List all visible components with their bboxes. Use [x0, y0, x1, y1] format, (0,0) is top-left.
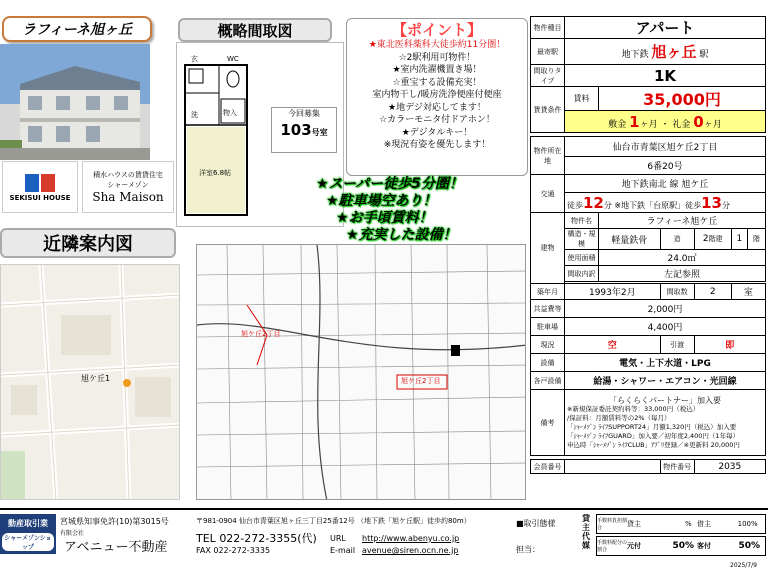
- print-date: 2025/7/9: [730, 562, 757, 569]
- features-value: 給湯・シャワー・エアコン・光回線: [565, 372, 766, 390]
- detail-map-graphic: [197, 245, 526, 500]
- slogan: ★お手頃賃料！: [336, 210, 433, 226]
- slogan: ★駐車場空あり！: [326, 193, 437, 209]
- deposit-label: 敷金: [608, 119, 627, 130]
- property-no: 2035: [694, 460, 765, 474]
- fee-unit-a: %: [685, 541, 695, 551]
- url-link[interactable]: http://www.abenyu.co.jp: [362, 534, 460, 543]
- building-photo-graphic: [0, 44, 150, 160]
- features-label: 各戸設備: [531, 372, 565, 390]
- transport-label: 交通: [531, 175, 565, 213]
- point-line: 室内物干し/暖房洗浄便座付便座: [372, 90, 502, 100]
- point-line: ※現況有姿を優先します！: [383, 140, 491, 150]
- point-line: ☆カラーモニタ付ドアホン！: [379, 115, 495, 125]
- equipment-value: 電気・上下水道・LPG: [565, 354, 766, 372]
- room-washroom: 洗: [191, 111, 198, 119]
- sekisui-mark-icon: [23, 172, 57, 194]
- building-name: ラフィーネ旭ケ丘: [599, 213, 766, 229]
- status-label: 現況: [531, 336, 565, 354]
- layout-type: 1K: [565, 65, 766, 87]
- room-number: 103: [280, 121, 312, 139]
- fee-unit-b: %: [751, 520, 758, 528]
- walk-note: 分 ※地下鉄「台原駅」徒歩: [603, 200, 702, 210]
- address-line2: 6番20号: [565, 157, 766, 175]
- url-label: URL: [330, 534, 346, 543]
- spec-table: [530, 16, 766, 474]
- station-cell: [565, 39, 766, 65]
- area-value: 24.0㎡: [599, 250, 766, 266]
- sha-maison-logo: [82, 161, 174, 213]
- plan-value: 左記参照: [599, 266, 766, 282]
- fee-row-1: [596, 514, 766, 534]
- transport-railway: 地下鉄南北: [621, 180, 667, 190]
- trade-items: [582, 514, 592, 550]
- badge-bottom: シャーメゾンショップ: [2, 533, 54, 551]
- equipment-label: 設備: [531, 354, 565, 372]
- walk-minutes-2: 13: [701, 193, 722, 212]
- floorplan-label: 概略間取図: [217, 21, 293, 40]
- walk-label: 徒歩: [567, 200, 583, 210]
- maison-brand: Sha Maison: [92, 190, 164, 204]
- badge-top: 動産取引業: [8, 519, 48, 528]
- map1-label: 旭ケ丘1: [81, 374, 111, 383]
- room-storage: 物入: [223, 109, 237, 117]
- transport-station: 旭ケ丘: [681, 180, 709, 190]
- transport-line: [565, 175, 766, 193]
- company-address: 〒981-0904 仙台市青葉区旭ヶ丘三丁目25番12号 （地下鉄「旭ケ丘駅」徒歩約80m）: [196, 517, 471, 525]
- room-entry: 玄: [191, 55, 198, 63]
- sekisui-logo: [2, 161, 78, 213]
- recruit-box: [271, 107, 337, 153]
- fee-party-b: 客付: [697, 542, 711, 550]
- map2-label: 旭ケ丘2丁目: [401, 377, 441, 385]
- neighborhood-map: [0, 264, 180, 500]
- plan-label: 間取内訳: [565, 266, 599, 282]
- fee-unit-a: %: [685, 520, 692, 528]
- remarks-label: 備考: [531, 390, 565, 456]
- fee-label: 手数料配分の割合: [597, 540, 628, 553]
- point-line: ★デジタルキー！: [401, 127, 473, 138]
- layout-label: 間取りタイプ: [531, 65, 565, 87]
- tel-number[interactable]: 022-272-3355(代): [219, 532, 317, 545]
- property-no-label: 物件番号: [660, 460, 694, 474]
- point-line: ☆重宝する設備充実！: [392, 77, 482, 88]
- structure-label: 構造・規模: [565, 229, 599, 250]
- fee-unit-b: %: [751, 541, 761, 551]
- status-value: 空: [565, 336, 661, 354]
- trade-item: 代: [582, 532, 590, 541]
- point-box: [346, 18, 528, 176]
- structure-value: 軽量鉄骨: [599, 229, 661, 250]
- station-name: 旭ヶ丘: [651, 43, 697, 61]
- point-line: ☆2駅利用可物件！: [398, 52, 476, 63]
- deposit-months: 1: [629, 112, 640, 131]
- key-money-months: 0: [693, 112, 704, 131]
- address-label: 物件所在地: [531, 137, 565, 175]
- room-wc: WC: [227, 55, 239, 63]
- fee-value-b: 100: [737, 520, 751, 528]
- fax-label: FAX: [196, 546, 211, 555]
- slogan: ★スーパー徒歩5分圏！: [316, 176, 463, 192]
- fax-line: [196, 546, 270, 555]
- remark-line: 申込時「ｼｬｰﾒｿﾞﾝ ﾗｲﾌCLUB」ｱﾌﾟﾘ登録／※更新料 20,000円: [567, 440, 740, 449]
- parking-label: 駐車場: [531, 318, 565, 336]
- rent-label: 賃料: [565, 87, 599, 111]
- units-value: 2: [694, 284, 731, 300]
- room-suffix: 号室: [311, 128, 328, 137]
- license: 宮城県知事免許(10)第3015号: [60, 517, 169, 526]
- property-type: アパート: [565, 17, 766, 39]
- member-no-label: 会員番号: [531, 460, 565, 474]
- company-type: 有限会社: [60, 530, 85, 537]
- fee-value-b: 50: [738, 541, 751, 551]
- remark-line: ※新規保証委託契約料等：33,000円（税込）: [567, 404, 700, 413]
- slogan: ★充実した設備！: [346, 227, 457, 243]
- email-label: E-mail: [330, 546, 356, 555]
- slogans: [300, 176, 532, 246]
- fee-value-a: 50: [672, 541, 685, 551]
- person-label: 担当：: [516, 545, 540, 554]
- walk-time: [565, 193, 766, 213]
- property-name: ラフィーネ旭ヶ丘: [21, 22, 133, 38]
- fee-party-b: 借主: [697, 520, 711, 528]
- move-in-label: 引渡: [660, 336, 694, 354]
- station-label: 最寄駅: [531, 39, 565, 65]
- fee-label: 手数料負担割合: [597, 518, 628, 531]
- point-line: ★室内洗濯機置き場！: [392, 65, 482, 75]
- property-name-tab: [2, 16, 152, 42]
- fee-party-a: 貸主: [627, 520, 641, 528]
- floors-label: 造: [660, 229, 694, 250]
- remark-line: 「ｼｬｰﾒｿﾞﾝ ﾗｲﾌSUPPORT24」月額1,320円（税込）加入要: [567, 422, 737, 431]
- transport-line-suffix: 線: [669, 180, 679, 190]
- built-label: 築年月: [531, 284, 565, 300]
- company-name: アベニュー不動産: [64, 540, 168, 555]
- recruit-label: 今回募集: [288, 109, 320, 118]
- units-suffix: 室: [731, 284, 765, 300]
- detail-map: [196, 244, 526, 500]
- common-fee-label: 共益費等: [531, 300, 565, 318]
- floors-value: 2: [702, 234, 709, 244]
- parking-value: 4,400円: [565, 318, 766, 336]
- floors-unit: 階建: [708, 235, 723, 243]
- station-suffix: 駅: [699, 50, 709, 60]
- point-line: ★地デジ対応してます！: [388, 102, 486, 113]
- walk-unit: 分: [722, 200, 730, 210]
- map2-label: 旭ケ丘2丁目: [241, 330, 281, 338]
- fax-number: 022-272-3335: [213, 546, 271, 555]
- trade-item: 主: [582, 523, 590, 532]
- remark-line: /保証料：月額賃料等の2%（毎月）: [567, 413, 671, 422]
- built-value: 1993年2月: [565, 284, 661, 300]
- deposit-cell: 敷金 1ヶ月 ・ 礼金 0ヶ月: [565, 111, 766, 133]
- unit-floor-suffix: 階: [747, 229, 765, 250]
- name-label: 物件名: [565, 213, 599, 229]
- agent-badge: [0, 514, 56, 554]
- neighborhood-label: 近隣案内図: [43, 234, 133, 255]
- rent-amount: 35,000円: [599, 87, 766, 111]
- common-fee-value: 2,000円: [565, 300, 766, 318]
- footer: [0, 508, 768, 572]
- email-link[interactable]: avenue@siren.ocn.ne.jp: [362, 546, 459, 555]
- rent-group-label: 賃貸条件: [531, 87, 565, 133]
- move-in-value: 即: [694, 336, 765, 354]
- key-money-label: 礼金: [672, 119, 691, 130]
- neighborhood-header: [0, 228, 176, 258]
- building-label: 建物: [531, 213, 565, 284]
- maison-line2: シャーメゾン: [107, 181, 149, 189]
- remark-line: 「らくらくパートナー」加入要: [609, 395, 721, 405]
- floorplan-header: [178, 18, 332, 42]
- key-money-unit: ヶ月: [703, 119, 722, 130]
- area-label: 使用面積: [565, 250, 599, 266]
- tel-label: TEL: [196, 532, 216, 545]
- building-photo: [0, 44, 150, 160]
- walk-minutes: 12: [583, 193, 604, 212]
- line-name: 地下鉄: [621, 50, 649, 60]
- fee-party-a: 元付: [627, 542, 641, 550]
- unit-floor: 1: [731, 229, 747, 250]
- units-label: 間取数: [660, 284, 694, 300]
- remarks: [565, 390, 766, 456]
- remark-line: 「ｼｬｰﾒｿﾞﾝ ﾗｲﾌGUARD」加入要／初年度2,400円（1年毎）: [567, 431, 740, 440]
- fee-row-2: [596, 536, 766, 556]
- room-main: 洋室6.8帖: [199, 169, 232, 177]
- trade-label: ■取引態様: [516, 519, 556, 528]
- sekisui-text: SEKISUI HOUSE: [9, 194, 71, 202]
- type-label: 物件種目: [531, 17, 565, 39]
- trade-item: 媒: [582, 541, 590, 550]
- deposit-unit: ヶ月: [639, 119, 658, 130]
- tel-line: [196, 530, 317, 546]
- point-title: 【ポイント】: [391, 21, 482, 39]
- trade-item: 貸: [582, 514, 590, 523]
- maison-line1: 積水ハウスの賃貸住宅: [93, 171, 163, 179]
- floors-cell: [694, 229, 731, 250]
- address-line1: 仙台市青葉区旭ケ丘2丁目: [565, 137, 766, 157]
- point-line: ★東北医科薬科大徒歩約11分圏！: [368, 40, 506, 50]
